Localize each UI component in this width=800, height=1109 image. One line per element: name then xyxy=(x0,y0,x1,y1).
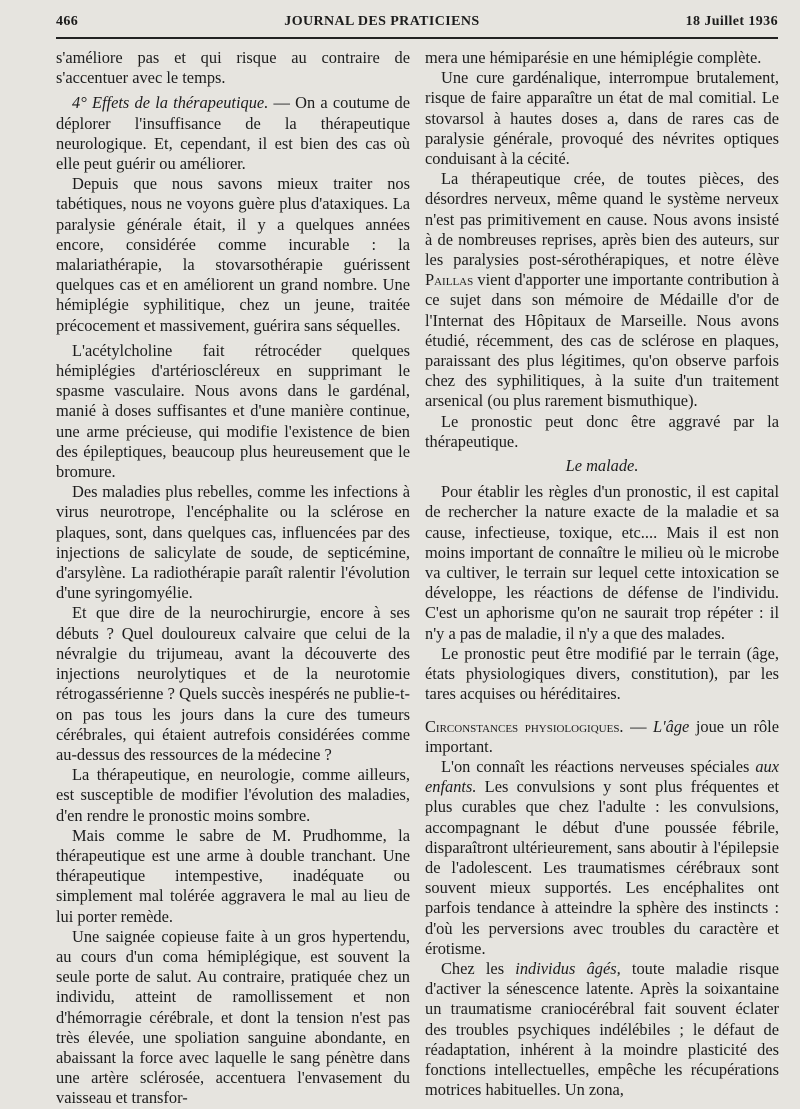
issue-date: 18 Juillet 1936 xyxy=(685,14,778,29)
section-subheading: Le malade. xyxy=(565,456,639,476)
paragraph xyxy=(425,959,779,1100)
paragraph xyxy=(425,169,779,411)
author-name: Paillas xyxy=(425,270,474,290)
section-heading: 4° Effets de la thérapeutique. xyxy=(72,93,269,113)
right-column xyxy=(425,48,779,1100)
paragraph: Mais comme le sabre de M. Prudhomme, la thérapeutique est une arme à double tranchant. Une thérapeutique intempestive, inadéquate ou simplement mal tolérée aggravera le mal au lieu de lui porter remède. xyxy=(56,825,410,926)
paragraph: La thérapeutique, en neurologie, comme ailleurs, est susceptible de modifier l'évolution des maladies, d'en rendre le pronostic moins sombre. xyxy=(56,765,410,825)
paragraph: Une saignée copieuse faite à un gros hypertendu, au cours d'un coma hémiplégique, est souvent la seule porte de salut. Au contraire, pratiquée chez un individu, atteint de ramollissement et non d'hémorragie cérébrale, et dont la tension n'est pas très élevée, une spoliation sanguine abondante, en abaissant la force avec laquelle le sang pénètre dans une artère sclérosée, accentuera l'envasement du vaisseau et transfor- xyxy=(56,926,410,1108)
emphasis: aux enfants. xyxy=(425,756,779,797)
paragraph-text: toute maladie risque d'activer la sénescence latente. Après la soixantaine un traumatisme craniocérébral fait souvent éclater des troubles psychiques indélébiles ; le défaut de réadaptation, inhérent à la moindre plasticité des fonctions intellectuelles, empêche les récupérations motrices habituelles. Un zona, xyxy=(425,958,779,1100)
paragraph-text: — On a coutume de déplorer l'insuffisance de la thérapeutique neurologique. Et, cependant, il est bien des cas où elle peut guérir ou améliorer. xyxy=(56,93,410,174)
paragraph: mera une hémiparésie en une hémiplégie complète. xyxy=(425,48,762,67)
paragraph xyxy=(425,757,779,959)
paragraph: s'améliore pas et qui risque au contraire de s'accentuer avec le temps. xyxy=(56,48,410,88)
left-column xyxy=(56,48,410,1109)
paragraph: Une cure gardénalique, interrompue brutalement, risque de faire apparaître un état de mal comitial. Le stovarsol à hautes doses a, dans de rares cas de paralysie générale, provoqué des névrites optiques conduisant à la cécité. xyxy=(425,68,779,169)
paragraph: Pour établir les règles d'un pronostic, il est capital de rechercher la nature exacte de la maladie et sa cause, infectieuse, toxique, etc.... Mais il est non moins important de connaître le milieu où le microbe va cultiver, le terrain sur lequel cette intoxication se développe, les réactions de défense de l'individu. C'est un aphorisme qu'on ne saurait trop répéter : il n'y a pas de maladie, il n'y a que des malades. xyxy=(425,482,779,643)
page-number: 466 xyxy=(56,14,79,29)
paragraph-circonstances xyxy=(425,717,779,757)
paragraph: Et que dire de la neurochirurgie, encore à ses débuts ? Quel douloureux calvaire que celui de la névralgie du trijumeau, avant la découverte des injections neurolytiques et de la neurotomie rétrogassérienne ? Quels succès inespérés ne publie-t-on pas tous les jours dans la cure des tumeurs cérébrales, qui étaient autrefois considérées comme au-dessus des ressources de la médecine ? xyxy=(56,603,410,764)
emphasis: L'âge xyxy=(653,716,690,736)
emphasis: individus âgés, xyxy=(515,958,621,978)
paragraph-text: La thérapeutique crée, de toutes pièces, des désordres nerveux, même quand le système nerveux n'est pas primitivement en cause. Nous avons insisté à de nombreuses reprises, après bien des auteurs, sur les paralysies post-sérothérapiques, et notre élève xyxy=(425,169,779,270)
header-rule xyxy=(56,37,778,39)
dash: — xyxy=(623,716,653,736)
section-heading: Circonstances physiologiques. xyxy=(425,716,624,736)
paragraph-text: Les convulsions y sont plus fréquentes et plus curables que chez l'adulte : les convulsions, accompagnant le début d'une poussée fébrile, disparaîtront ultérieurement, sans aboutir à l'épilepsie de l'adolescent. Les traumatismes cérébraux sont souvent mieux supportés. Les encéphalites ont parfois tendance à atteindre la sphère des instincts : d'où les perversions avec troubles du caractère et érotisme. xyxy=(425,777,779,958)
paragraph-text: Chez les xyxy=(441,958,516,978)
paragraph-effets xyxy=(56,93,410,174)
paragraph: Le pronostic peut donc être aggravé par la thérapeutique. xyxy=(425,411,779,451)
paragraph: Des maladies plus rebelles, comme les infections à virus neurotrope, l'encéphalite ou la sclérose en plaques, sont, dans quelques cas, influencées par des injections de salicylate de soude, de septicémine, d'arsylène. La radiothérapie paraît ralentir l'évolution d'une syringomyélie. xyxy=(56,482,410,603)
paragraph-text: joue un rôle important. xyxy=(425,716,779,756)
paragraph-text: vient d'apporter une importante contribution à ce sujet dans son mémoire de Médaille d'or de l'Internat des Hôpitaux de Marseille. Nous avons étudié, récemment, des cas de sclérose en plaques, paraissant des plus légitimes, qu'on observe parfois chez des syphilitiques, à la suite d'un traitement arsenical (ou plus rarement bismuthique). xyxy=(425,270,779,411)
journal-title: JOURNAL DES PRATICIENS xyxy=(284,14,480,29)
running-header xyxy=(56,14,778,36)
paragraph: L'acétylcholine fait rétrocéder quelques hémiplégies d'artérioscléreux en supprimant le spasme vasculaire. Nous avons dans le gardénal, manié à doses suffisantes et d'une manière continue, une arme précieuse, qui modifie l'existence de bien des épileptiques, beaucoup plus heureusement que le bromure. xyxy=(56,340,410,482)
paragraph: Le pronostic peut être modifié par le terrain (âge, états physiologiques divers, constitution), par les tares acquises ou héréditaires. xyxy=(425,643,779,704)
paragraph: Depuis que nous savons mieux traiter nos tabétiques, nous ne voyons guère plus d'ataxiques. La paralysie générale était, il y a quelques années encore, considérée comme incurable : la malariathérapie, la stovarsothérapie guérissent quelques cas et en améliorent un grand nombre. Une hémiplégie syphilitique, chez un jeune, traitée précocement et massivement, guérira sans séquelles. xyxy=(56,174,410,335)
paragraph-text: L'on connaît les réactions nerveuses spéciales xyxy=(441,756,756,776)
